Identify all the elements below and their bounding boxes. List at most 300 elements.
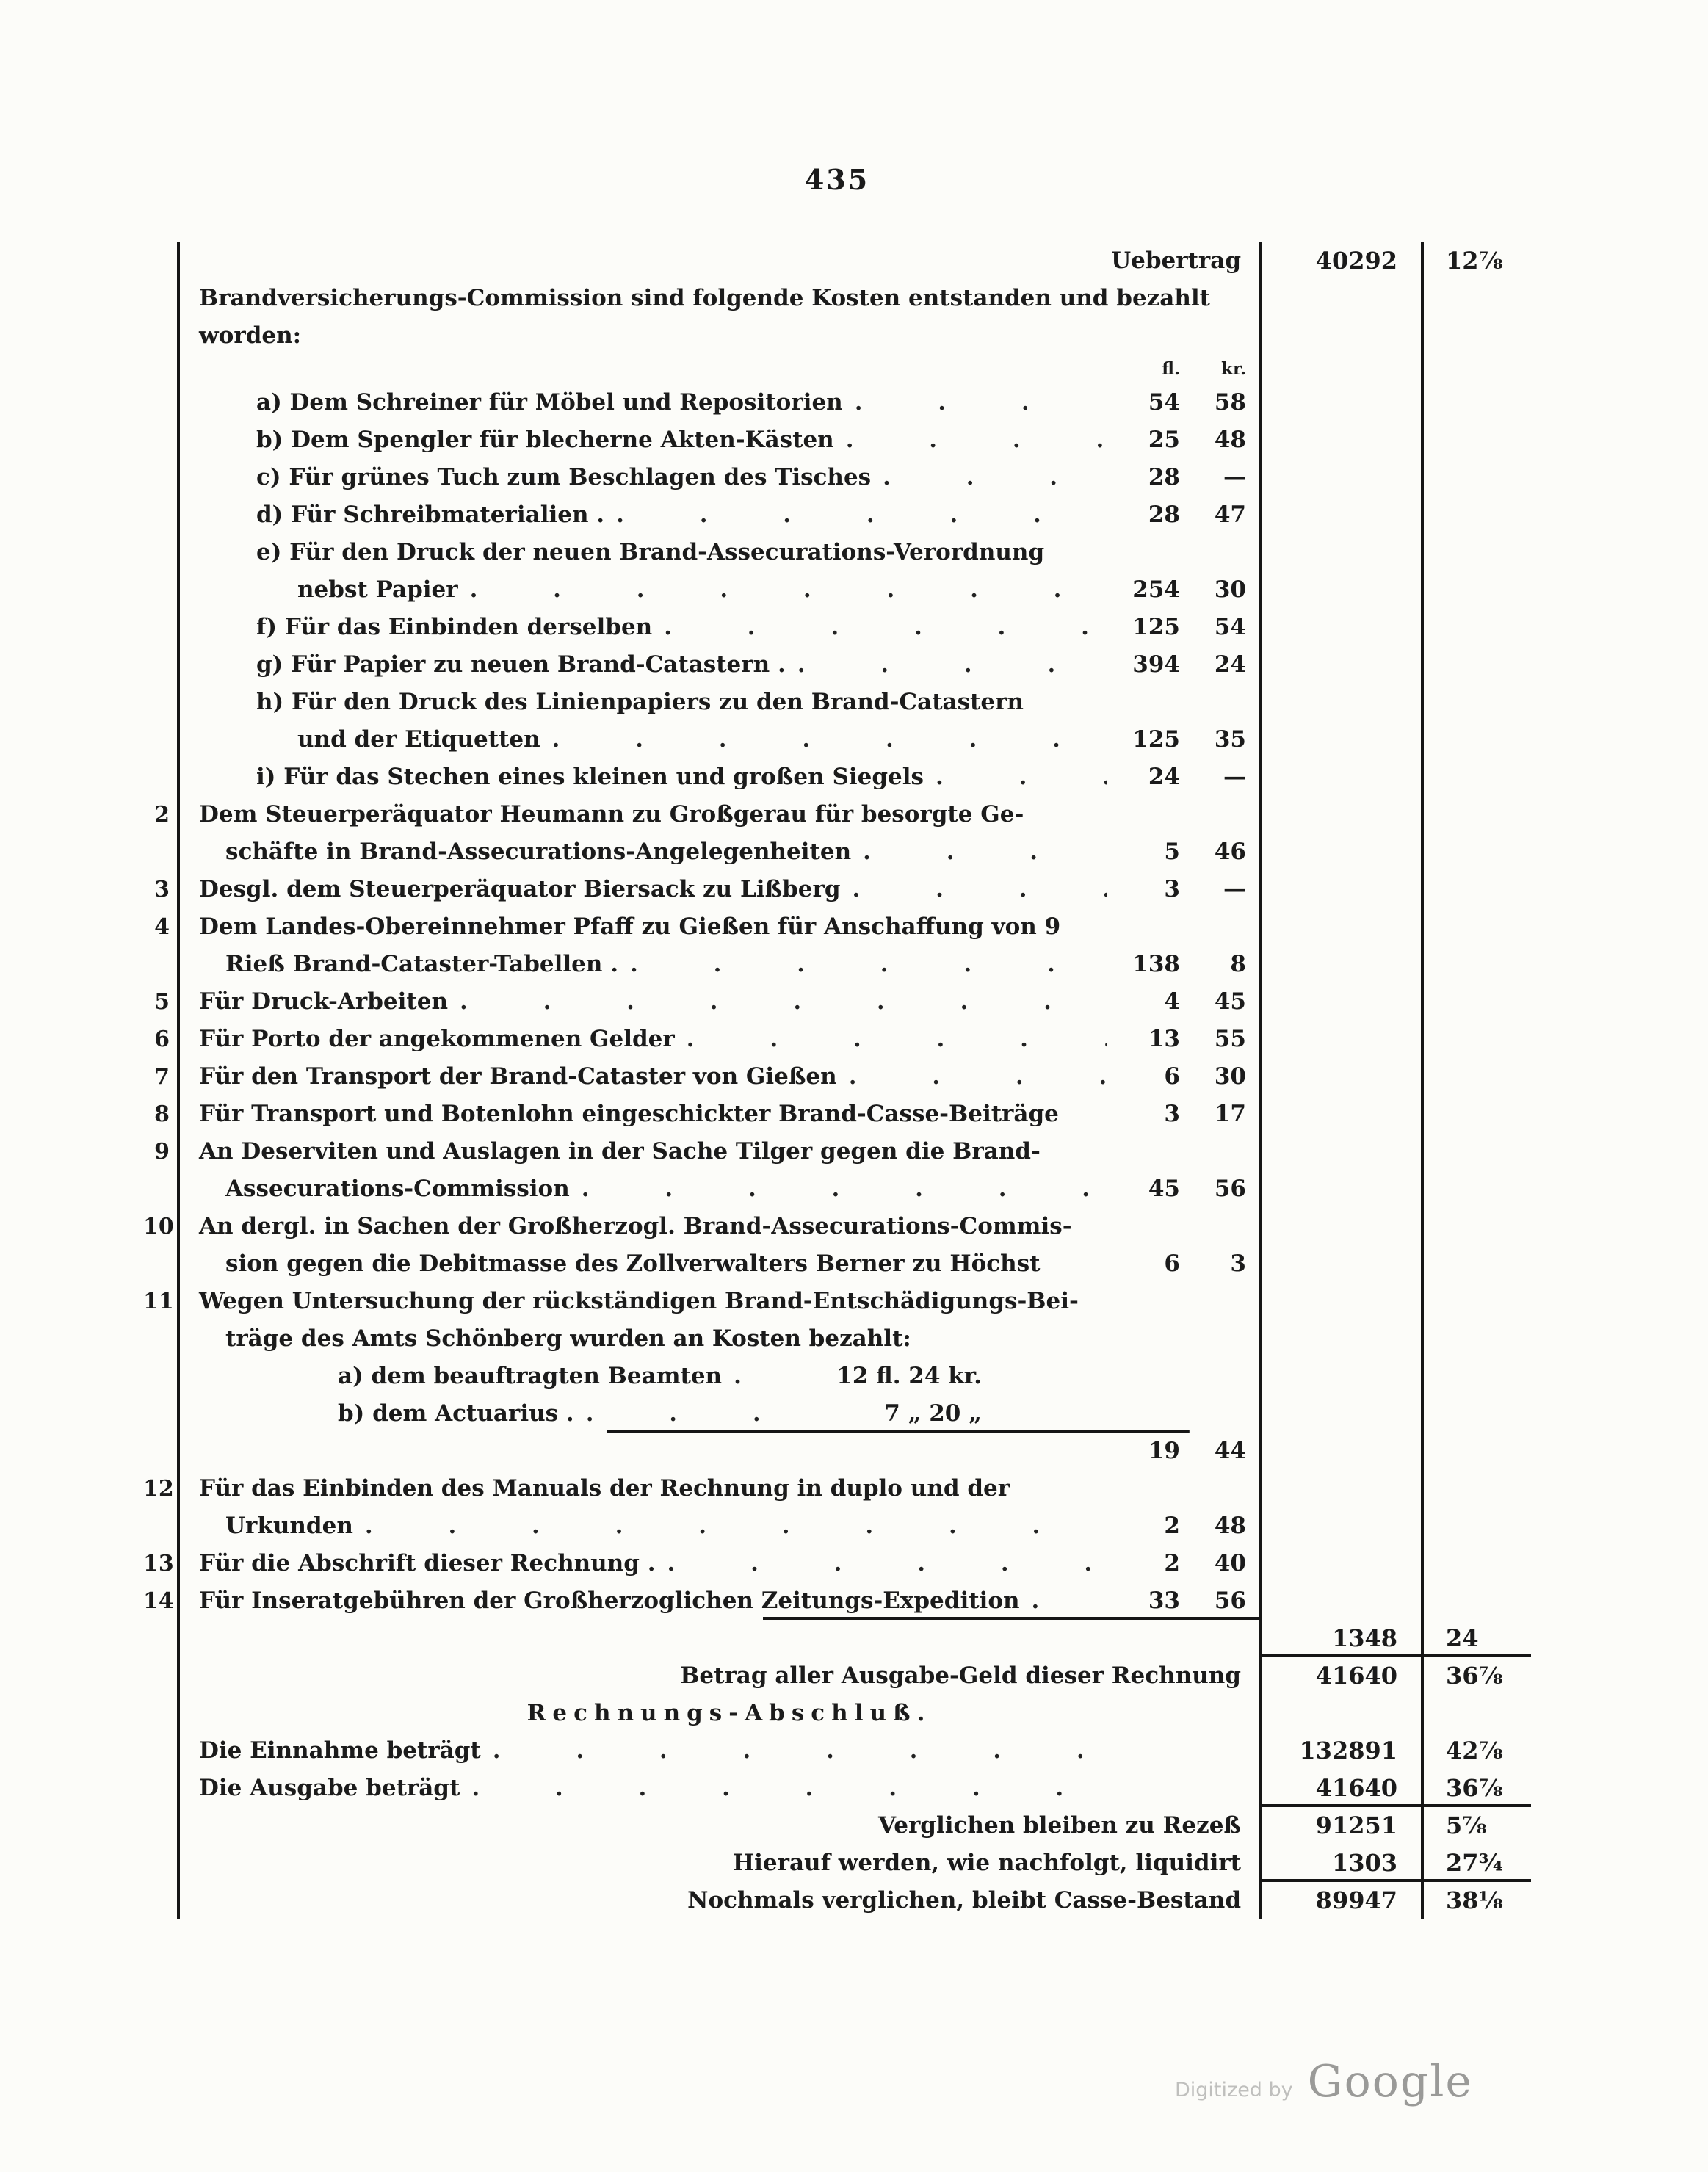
- ledger-row: [143, 871, 1531, 908]
- ledger-row: [143, 1470, 1531, 1507]
- ledger-row: [143, 317, 1531, 355]
- total-fl: [1259, 1545, 1421, 1582]
- total-kr: [1421, 317, 1531, 355]
- entry-body: [180, 1433, 1259, 1470]
- entry-text: a) dem beauftragten Beamten: [338, 1363, 723, 1389]
- total-fl: [1259, 1208, 1421, 1245]
- total-fl: 41640: [1259, 1657, 1421, 1695]
- entry-body: [180, 1133, 1259, 1170]
- item-number: 6: [143, 1021, 180, 1058]
- amount-fl: 125: [1132, 614, 1180, 640]
- total-kr: [1421, 609, 1531, 646]
- total-kr: 38⅛: [1421, 1882, 1531, 1919]
- amount-fl: 25: [1148, 427, 1180, 453]
- item-number: [143, 459, 180, 496]
- total-kr: 24: [1421, 1620, 1531, 1657]
- entry-body: [180, 571, 1259, 609]
- ledger-row: [143, 946, 1531, 983]
- entry-text: Assecurations-Commission: [225, 1176, 570, 1202]
- item-number: [143, 1358, 180, 1395]
- total-kr: 27¾: [1421, 1845, 1531, 1882]
- total-fl: [1259, 384, 1421, 421]
- total-fl: [1259, 280, 1421, 317]
- item-number: [143, 646, 180, 684]
- entry-body: [180, 946, 1259, 983]
- item-number: [143, 534, 180, 571]
- amount-kr: 54: [1214, 614, 1246, 640]
- total-kr: [1421, 421, 1531, 459]
- entry-text: Für die Abschrift dieser Rechnung .: [199, 1550, 656, 1576]
- ledger-row: [143, 759, 1531, 796]
- amount-fl: 28: [1148, 502, 1180, 528]
- entry-body: [180, 1620, 1259, 1657]
- dot-leader: [675, 1021, 1107, 1058]
- entry-body: [180, 280, 1259, 317]
- amount-fl: 33: [1148, 1588, 1180, 1614]
- amount-kr: 48: [1214, 427, 1246, 453]
- total-fl: [1259, 1170, 1421, 1208]
- entry-body: [180, 459, 1259, 496]
- entry-body: [180, 1845, 1259, 1882]
- total-kr: [1421, 1133, 1531, 1170]
- total-fl: [1259, 317, 1421, 355]
- digitized-by-text: Digitized by: [1175, 2079, 1293, 2102]
- dot-leader: [851, 833, 1107, 871]
- total-fl: [1259, 1695, 1421, 1732]
- entry-body: [180, 242, 1259, 280]
- ledger-row: [143, 1021, 1531, 1058]
- item-number: 11: [143, 1283, 180, 1320]
- total-fl: 1348: [1259, 1620, 1421, 1657]
- total-kr: [1421, 1170, 1531, 1208]
- entry-text: sion gegen die Debitmasse des Zollverwalters Berner zu Höchst: [225, 1250, 1041, 1277]
- item-number: 14: [143, 1582, 180, 1620]
- ledger-row: [143, 1133, 1531, 1170]
- entry-text: schäfte in Brand-Assecurations-Angelegenheiten: [225, 839, 852, 865]
- dot-leader: [458, 571, 1107, 609]
- watermark: [1175, 2056, 1473, 2107]
- total-kr: 42⅞: [1421, 1732, 1531, 1770]
- amount-kr: 47: [1214, 502, 1246, 528]
- entry-text: Desgl. dem Steuerperäquator Biersack zu Lißberg: [199, 876, 841, 902]
- ledger-row: [143, 1395, 1531, 1433]
- entry-text: Die Einnahme beträgt: [199, 1737, 481, 1764]
- entry-text: Für den Transport der Brand-Cataster von Gießen: [199, 1063, 837, 1090]
- entry-body: [180, 1470, 1259, 1507]
- amount-fl: 2: [1164, 1513, 1180, 1539]
- entry-body: [180, 983, 1259, 1021]
- amount-fl: 4: [1164, 988, 1180, 1015]
- entry-body: [180, 646, 1259, 684]
- ledger-row: [143, 1170, 1531, 1208]
- total-fl: [1259, 1320, 1421, 1358]
- ledger-row: [143, 1320, 1531, 1358]
- dot-leader: [841, 871, 1107, 908]
- ledger-row: [143, 684, 1531, 721]
- entry-body: [180, 1582, 1259, 1620]
- ledger-row: [143, 571, 1531, 609]
- amount-kr: 8: [1230, 951, 1246, 977]
- total-fl: [1259, 833, 1421, 871]
- total-kr: 5⅞: [1421, 1807, 1531, 1845]
- entry-text: c) Für grünes Tuch zum Beschlagen des Tisches: [256, 464, 872, 490]
- item-number: [143, 317, 180, 355]
- amount-kr: 35: [1214, 726, 1246, 753]
- total-kr: [1421, 946, 1531, 983]
- google-logo: Google: [1307, 2056, 1473, 2107]
- dot-leader: [460, 1770, 1107, 1807]
- entry-text: Für das Einbinden des Manuals der Rechnung in duplo und der: [199, 1475, 1010, 1502]
- item-number: 10: [143, 1208, 180, 1245]
- total-fl: [1259, 684, 1421, 721]
- item-number: [143, 1845, 180, 1882]
- sub-amount: 7 „ 20 „: [884, 1400, 982, 1427]
- total-fl: 1303: [1259, 1845, 1421, 1882]
- item-number: 4: [143, 908, 180, 946]
- entry-body: [180, 1732, 1259, 1770]
- total-kr: [1421, 908, 1531, 946]
- amount-kr: —: [1223, 876, 1246, 902]
- dot-leader: [481, 1732, 1107, 1770]
- item-number: 2: [143, 796, 180, 833]
- total-kr: [1421, 1320, 1531, 1358]
- total-fl: [1259, 946, 1421, 983]
- ledger-row: [143, 280, 1531, 317]
- amount-fl: 6: [1164, 1250, 1180, 1277]
- entry-body: [180, 796, 1259, 833]
- item-number: 9: [143, 1133, 180, 1170]
- amount-fl: 3: [1164, 876, 1180, 902]
- dot-leader: [618, 946, 1107, 983]
- entry-body: [180, 1320, 1259, 1358]
- total-kr: [1421, 1545, 1531, 1582]
- ledger-row: [143, 1058, 1531, 1096]
- total-kr: [1421, 721, 1531, 759]
- entry-text: nebst Papier: [297, 576, 458, 603]
- total-fl: [1259, 796, 1421, 833]
- entry-body: [180, 908, 1259, 946]
- amount-fl: 394: [1132, 651, 1180, 678]
- ledger-row: [143, 355, 1531, 384]
- ledger-row: [143, 459, 1531, 496]
- amount-kr: 45: [1214, 988, 1246, 1015]
- total-fl: [1259, 1096, 1421, 1133]
- total-kr: [1421, 571, 1531, 609]
- total-kr: [1421, 459, 1531, 496]
- entry-body: [180, 609, 1259, 646]
- entry-body: [180, 1283, 1259, 1320]
- total-kr: [1421, 1096, 1531, 1133]
- entry-text: träge des Amts Schönberg wurden an Kosten bezahlt:: [225, 1325, 911, 1352]
- ledger-row: [143, 1732, 1531, 1770]
- ledger-table: [143, 242, 1531, 1919]
- item-number: [143, 1433, 180, 1470]
- total-fl: [1259, 908, 1421, 946]
- ledger-row: [143, 1807, 1531, 1845]
- dot-leader: [1020, 1582, 1107, 1620]
- total-kr: [1421, 1283, 1531, 1320]
- entry-body: [180, 1170, 1259, 1208]
- total-kr: [1421, 1433, 1531, 1470]
- amount-kr: 55: [1214, 1026, 1246, 1052]
- ledger-row: [143, 496, 1531, 534]
- item-number: 3: [143, 871, 180, 908]
- entry-body: [180, 496, 1259, 534]
- item-number: [143, 280, 180, 317]
- total-fl: 89947: [1259, 1882, 1421, 1919]
- item-number: [143, 1320, 180, 1358]
- entry-body: [180, 833, 1259, 871]
- ledger-row: [143, 1882, 1531, 1919]
- amount-fl: 125: [1132, 726, 1180, 753]
- dot-leader: [834, 421, 1107, 459]
- dot-leader: [837, 1058, 1107, 1096]
- item-number: 5: [143, 983, 180, 1021]
- amount-kr: 58: [1214, 389, 1246, 416]
- item-number: [143, 1170, 180, 1208]
- amount-fl: 5: [1164, 839, 1180, 865]
- item-number: [143, 1620, 180, 1657]
- item-number: [143, 946, 180, 983]
- amount-fl: 6: [1164, 1063, 1180, 1090]
- item-number: [143, 496, 180, 534]
- item-number: [143, 759, 180, 796]
- total-fl: [1259, 646, 1421, 684]
- amount-kr: 30: [1214, 576, 1246, 603]
- total-fl: 41640: [1259, 1770, 1421, 1807]
- entry-text: und der Etiquetten: [297, 726, 540, 753]
- entry-text: Wegen Untersuchung der rückständigen Brand-Entschädigungs-Bei-: [199, 1288, 1079, 1314]
- amount-kr: 46: [1214, 839, 1246, 865]
- amount-kr: kr.: [1221, 359, 1246, 379]
- amount-kr: 3: [1230, 1250, 1246, 1277]
- total-kr: [1421, 1395, 1531, 1433]
- total-kr: [1421, 1358, 1531, 1395]
- item-number: [143, 242, 180, 280]
- total-fl: [1259, 1133, 1421, 1170]
- entry-text: Die Ausgabe beträgt: [199, 1775, 460, 1801]
- entry-text: An dergl. in Sachen der Großherzogl. Brand-Assecurations-Commis-: [199, 1213, 1072, 1239]
- total-kr: [1421, 280, 1531, 317]
- entry-text: Für Porto der angekommenen Gelder: [199, 1026, 675, 1052]
- entry-body: [180, 1245, 1259, 1283]
- ledger-row: [143, 1245, 1531, 1283]
- entry-body: [180, 1395, 1259, 1433]
- ledger-row: [143, 1096, 1531, 1133]
- ledger-row: [143, 983, 1531, 1021]
- dot-leader: [448, 983, 1107, 1021]
- entry-text: Für Druck-Arbeiten: [199, 988, 448, 1015]
- entry-text: Für Inseratgebühren der Großherzoglichen Zeitungs-Expedition: [199, 1588, 1020, 1614]
- total-kr: [1421, 871, 1531, 908]
- dot-leader: [656, 1545, 1107, 1582]
- ledger-row: [143, 384, 1531, 421]
- total-kr: [1421, 1507, 1531, 1545]
- total-fl: [1259, 534, 1421, 571]
- item-number: [143, 421, 180, 459]
- entry-text: f) Für das Einbinden derselben: [256, 614, 653, 640]
- entry-body: [180, 317, 1259, 355]
- entry-body: [180, 1096, 1259, 1133]
- entry-text: b) Dem Spengler für blecherne Akten-Kästen: [256, 427, 834, 453]
- ledger-row: [143, 609, 1531, 646]
- ledger-row: [143, 1770, 1531, 1807]
- total-fl: [1259, 1470, 1421, 1507]
- total-fl: [1259, 1058, 1421, 1096]
- entry-body: [180, 1358, 1259, 1395]
- amount-fl: 24: [1148, 764, 1180, 790]
- amount-fl: 2: [1164, 1550, 1180, 1576]
- entry-body: [180, 534, 1259, 571]
- entry-text: b) dem Actuarius .: [338, 1400, 574, 1427]
- amount-kr: 44: [1214, 1438, 1246, 1464]
- total-kr: [1421, 759, 1531, 796]
- entry-body: [180, 384, 1259, 421]
- amount-fl: 13: [1148, 1026, 1180, 1052]
- amount-fl: 3: [1164, 1101, 1180, 1127]
- entry-text: worden:: [199, 322, 302, 349]
- total-fl: [1259, 459, 1421, 496]
- total-fl: [1259, 759, 1421, 796]
- entry-body: [180, 721, 1259, 759]
- entry-text: Dem Steuerperäquator Heumann zu Großgerau für besorgte Ge-: [199, 801, 1024, 828]
- amount-kr: 17: [1214, 1101, 1246, 1127]
- page-number: 435: [804, 163, 870, 196]
- item-number: [143, 384, 180, 421]
- total-fl: [1259, 421, 1421, 459]
- entry-text: Dem Landes-Obereinnehmer Pfaff zu Gießen für Anschaffung von 9: [199, 913, 1061, 940]
- total-fl: [1259, 496, 1421, 534]
- total-kr: [1421, 1208, 1531, 1245]
- entry-body: [180, 1882, 1259, 1919]
- entry-body: [180, 421, 1259, 459]
- total-kr: 36⅞: [1421, 1770, 1531, 1807]
- ledger-row: [143, 833, 1531, 871]
- entry-body: [180, 1208, 1259, 1245]
- item-number: [143, 1695, 180, 1732]
- item-number: 13: [143, 1545, 180, 1582]
- total-kr: [1421, 833, 1531, 871]
- ledger-row: [143, 1433, 1531, 1470]
- ledger-row: [143, 534, 1531, 571]
- entry-text: Verglichen bleiben zu Rezeß: [878, 1812, 1241, 1839]
- dot-leader: [924, 759, 1107, 796]
- ledger-row: [143, 1845, 1531, 1882]
- entry-text: Rechnungs-Abschluß.: [526, 1700, 932, 1726]
- ledger-row: [143, 796, 1531, 833]
- amount-kr: 30: [1214, 1063, 1246, 1090]
- amount-kr: 56: [1214, 1176, 1246, 1202]
- total-fl: 91251: [1259, 1807, 1421, 1845]
- total-kr: [1421, 1021, 1531, 1058]
- item-number: 7: [143, 1058, 180, 1096]
- item-number: [143, 1770, 180, 1807]
- ledger-row: [143, 1620, 1531, 1657]
- total-fl: [1259, 721, 1421, 759]
- item-number: [143, 1395, 180, 1433]
- total-fl: [1259, 1245, 1421, 1283]
- total-fl: [1259, 1433, 1421, 1470]
- amount-kr: —: [1223, 464, 1246, 490]
- total-kr: [1421, 1695, 1531, 1732]
- amount-kr: —: [1223, 764, 1246, 790]
- dot-leader: [843, 384, 1107, 421]
- total-fl: 40292: [1259, 242, 1421, 280]
- item-number: [143, 1807, 180, 1845]
- item-number: [143, 833, 180, 871]
- dot-leader: [574, 1395, 795, 1433]
- total-kr: [1421, 1582, 1531, 1620]
- ledger-row: [143, 421, 1531, 459]
- amount-fl: 138: [1132, 951, 1180, 977]
- entry-text: Brandversicherungs-Commission sind folgende Kosten entstanden und bezahlt: [199, 285, 1210, 311]
- total-fl: [1259, 1582, 1421, 1620]
- dot-leader: [652, 609, 1107, 646]
- dot-leader: [540, 721, 1107, 759]
- total-kr: [1421, 684, 1531, 721]
- total-fl: [1259, 1021, 1421, 1058]
- entry-body: [180, 684, 1259, 721]
- total-fl: 132891: [1259, 1732, 1421, 1770]
- dot-leader: [604, 496, 1107, 534]
- entry-body: [180, 1545, 1259, 1582]
- total-fl: [1259, 871, 1421, 908]
- entry-text: d) Für Schreibmaterialien .: [256, 502, 605, 528]
- ledger-row: [143, 1358, 1531, 1395]
- entry-text: a) Dem Schreiner für Möbel und Repositorien: [256, 389, 843, 416]
- entry-text: Betrag aller Ausgabe-Geld dieser Rechnung: [680, 1662, 1241, 1689]
- total-kr: [1421, 1058, 1531, 1096]
- amount-kr: 40: [1214, 1550, 1246, 1576]
- amount-fl: 19: [1148, 1438, 1180, 1464]
- item-number: [143, 571, 180, 609]
- dot-leader: [353, 1507, 1107, 1545]
- entry-text: Rieß Brand-Cataster-Tabellen .: [225, 951, 619, 977]
- dot-leader: [871, 459, 1107, 496]
- ledger-row: [143, 908, 1531, 946]
- item-number: [143, 684, 180, 721]
- ledger-row: [143, 1657, 1531, 1695]
- total-fl: [1259, 571, 1421, 609]
- total-fl: [1259, 355, 1421, 384]
- entry-body: [180, 1695, 1259, 1732]
- entry-body: [180, 355, 1259, 384]
- entry-text: i) Für das Stechen eines kleinen und großen Siegels: [256, 764, 924, 790]
- entry-body: [180, 1507, 1259, 1545]
- ledger-row: [143, 721, 1531, 759]
- item-number: [143, 1732, 180, 1770]
- entry-text: e) Für den Druck der neuen Brand-Assecurations-Verordnung: [256, 539, 1045, 565]
- total-kr: [1421, 384, 1531, 421]
- amount-fl: 45: [1148, 1176, 1180, 1202]
- entry-body: [180, 1058, 1259, 1096]
- sub-amount: 12 fl. 24 kr.: [836, 1363, 982, 1389]
- item-number: [143, 1882, 180, 1919]
- entry-text: h) Für den Druck des Linienpapiers zu den Brand-Catastern: [256, 689, 1024, 715]
- total-kr: [1421, 355, 1531, 384]
- item-number: [143, 1245, 180, 1283]
- item-number: [143, 1507, 180, 1545]
- entry-text: Hierauf werden, wie nachfolgt, liquidirt: [732, 1850, 1241, 1876]
- total-fl: [1259, 1283, 1421, 1320]
- total-kr: [1421, 983, 1531, 1021]
- entry-text: Nochmals verglichen, bleibt Casse-Bestand: [687, 1887, 1241, 1914]
- ledger-row: [143, 1283, 1531, 1320]
- entry-body: [180, 759, 1259, 796]
- entry-body: [180, 1021, 1259, 1058]
- ledger-row: [143, 1208, 1531, 1245]
- ledger-row: [143, 1695, 1531, 1732]
